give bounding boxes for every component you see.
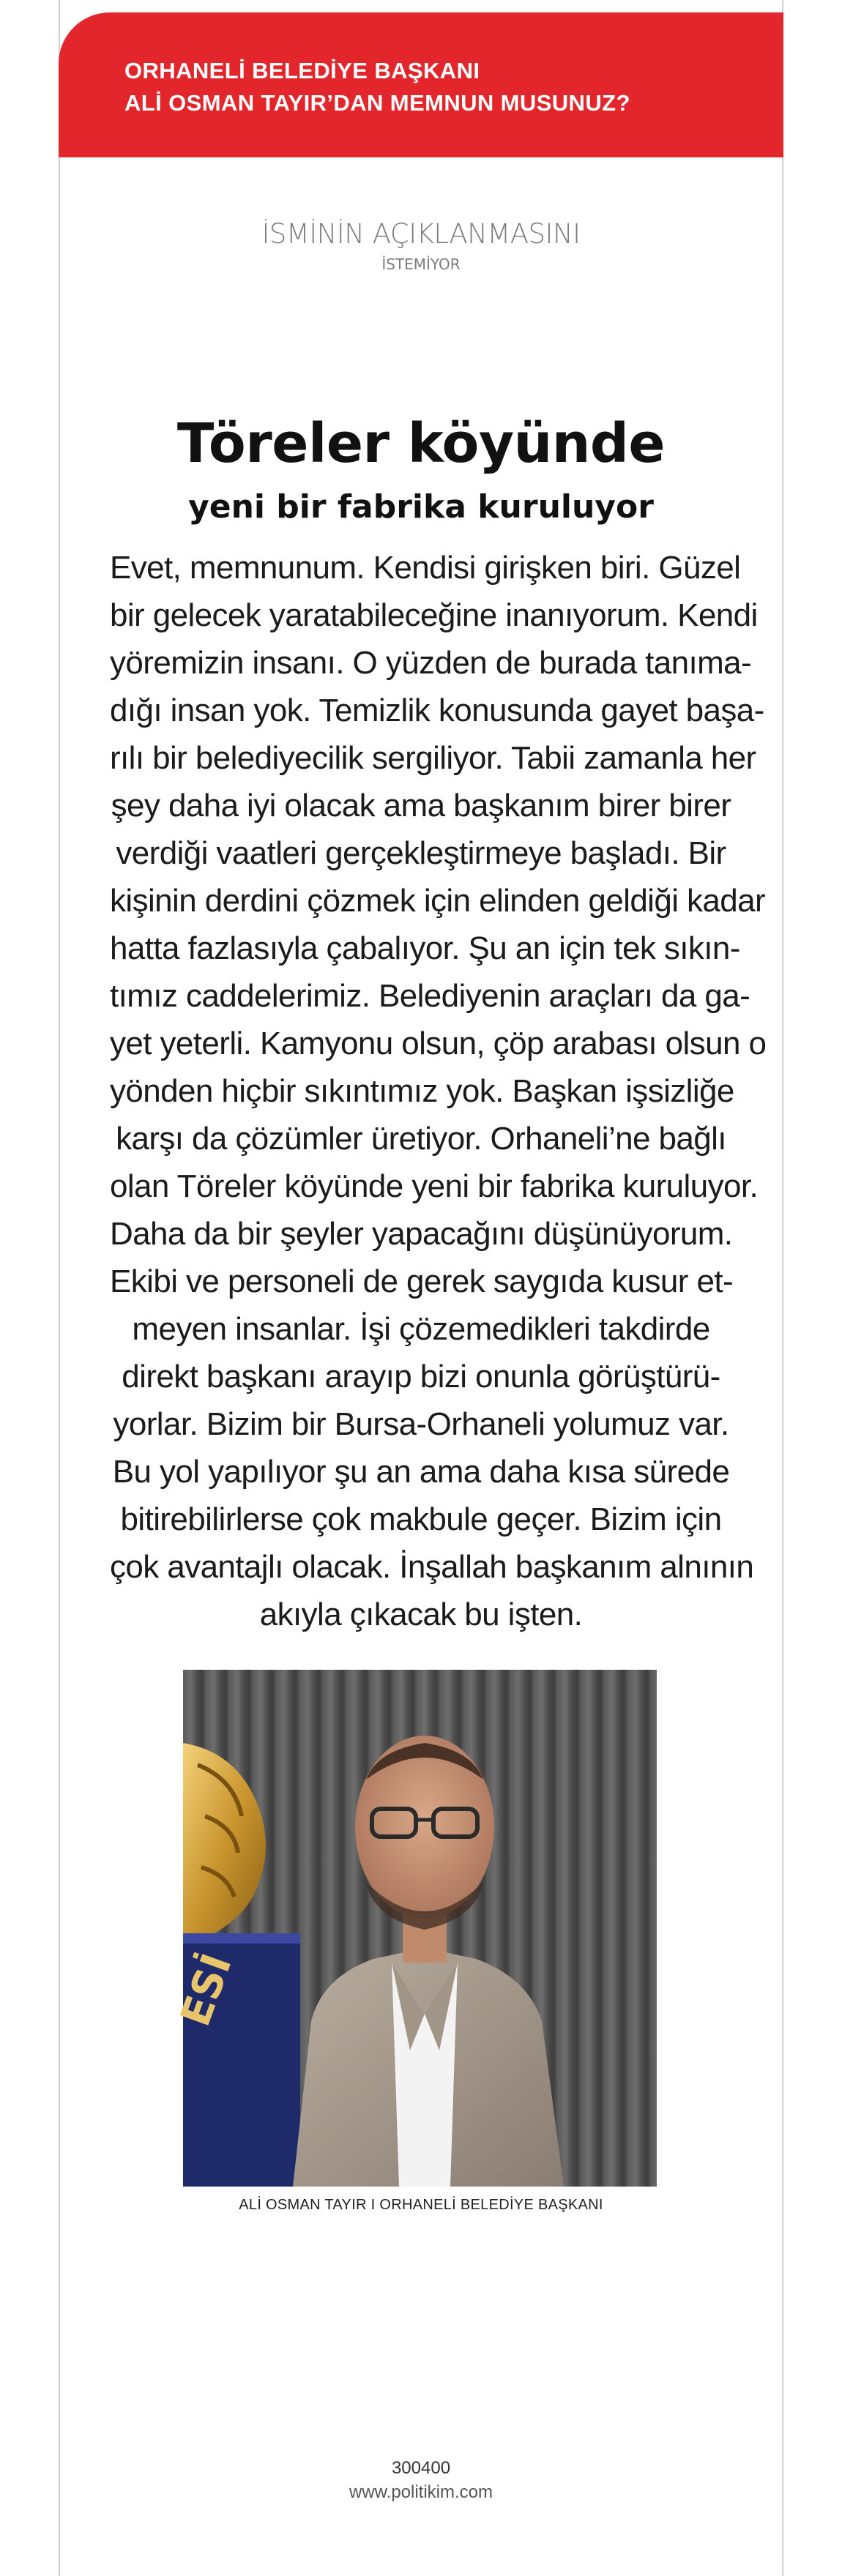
photo-caption: ALİ OSMAN TAYIR I ORHANELİ BELEDİYE BAŞKANI (239, 2197, 603, 2213)
header-title-line-1: ORHANELİ BELEDİYE BAŞKANI (124, 58, 480, 83)
body-line: kişinin derdini çözmek için elinden geldiği kadar (110, 883, 766, 919)
body-line: dığı insan yok. Temizlik konusunda gayet başa- (110, 692, 764, 728)
footer-code: 300400 (391, 2458, 451, 2478)
source-subtitle: İSTEMİYOR (381, 255, 461, 273)
body-line: rılı bir belediyecilik sergiliyor. Tabii zamanla her (110, 740, 756, 776)
mayor-photo (171, 1670, 657, 2187)
body-line: direkt başkanı arayıp bizi onunla görüştürü- (122, 1359, 720, 1395)
body-line: akıyla çıkacak bu işten. (259, 1597, 583, 1632)
article-body (110, 544, 767, 1638)
source-name: İSMİNİN AÇIKLANMASINI (261, 218, 581, 250)
body-line: Evet, memnunum. Kendisi girişken biri. Güzel (110, 550, 741, 586)
body-line: yorlar. Bizim bir Bursa-Orhaneli yolumuz var. (113, 1406, 729, 1442)
header-title-line-2: ALİ OSMAN TAYIR’DAN MEMNUN MUSUNUZ? (124, 90, 630, 116)
body-line: karşı da çözümler üretiyor. Orhaneli’ne bağlı (116, 1121, 726, 1157)
person-figure (293, 1736, 564, 2187)
body-line: Daha da bir şeyler yapacağını düşünüyorum. (110, 1216, 733, 1252)
subheadline: yeni bir fabrika kuruluyor (188, 488, 654, 526)
body-line: tımız caddelerimiz. Belediyenin araçları da ga- (110, 978, 750, 1014)
body-line: yöremizin insanı. O yüzden de burada tanıma- (110, 645, 752, 681)
headline: Töreler köyünde (176, 412, 666, 475)
body-line: yet yeterli. Kamyonu olsun, çöp arabası olsun o (110, 1026, 767, 1061)
body-line: şey daha iyi olacak ama başkanım birer birer (111, 788, 731, 824)
body-line: hatta fazlasıyla çabalıyor. Şu an için tek sıkın- (110, 930, 740, 966)
body-line: yönden hiçbir sıkıntımız yok. Başkan işsizliğe (110, 1073, 734, 1109)
header-banner (59, 12, 783, 157)
svg-text:ESİ: ESİ (171, 1947, 242, 2033)
body-line: çok avantajlı olacak. İnşallah başkanım alnının (110, 1549, 754, 1585)
footer-url[interactable]: www.politikim.com (349, 2482, 493, 2502)
body-line: Ekibi ve personeli de gerek saygıda kusur et- (110, 1263, 734, 1299)
body-line: bir gelecek yaratabileceğine inanıyorum. Kendi (110, 597, 758, 633)
trophy-icon (172, 1743, 300, 2187)
body-line: verdiği vaatleri gerçekleştirmeye başladı. Bir (116, 835, 726, 871)
body-line: Bu yol yapılıyor şu an ama daha kısa sürede (112, 1454, 730, 1490)
body-line: meyen insanlar. İşi çözemedikleri takdirde (132, 1311, 710, 1347)
body-line: olan Töreler köyünde yeni bir fabrika kuruluyor. (110, 1168, 759, 1204)
body-line: bitirebilirlerse çok makbule geçer. Bizim için (120, 1501, 722, 1537)
